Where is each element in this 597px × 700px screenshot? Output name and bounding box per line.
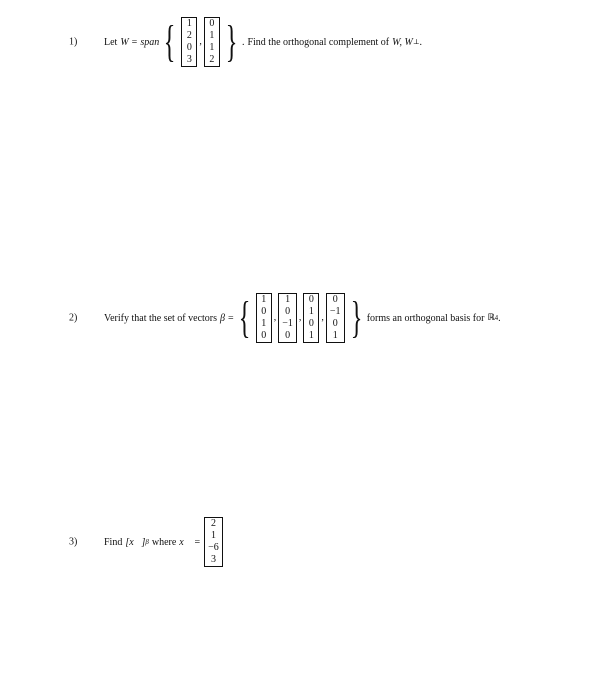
vector-entry: 0 — [261, 330, 267, 341]
vector-1 — [256, 293, 272, 343]
w-perp-symbol: W, W — [392, 36, 413, 48]
problem-2-statement — [104, 293, 501, 343]
equals-sign: = — [228, 312, 234, 324]
comma: , — [321, 312, 324, 323]
right-brace: } — [350, 293, 362, 342]
trail-text: Find the orthogonal complement of — [247, 36, 390, 48]
vector-entry: 1 — [209, 30, 215, 41]
vector-entry: 3 — [210, 554, 216, 565]
vector-2 — [278, 293, 297, 343]
problem-1-statement — [104, 17, 422, 67]
where-text: where — [151, 536, 177, 548]
vector-2 — [204, 17, 220, 67]
vector-entry: 0 — [186, 42, 192, 53]
vector-entry: 1 — [285, 294, 291, 305]
vector-entry: 0 — [261, 306, 267, 317]
vector-4 — [326, 293, 345, 343]
left-brace: { — [163, 17, 176, 66]
span-text: span — [140, 36, 160, 48]
vector-entry: 0 — [332, 294, 338, 305]
vector-entry: 1 — [210, 530, 216, 541]
comma: , — [298, 312, 302, 323]
vector-entry: 2 — [210, 518, 216, 529]
period: . — [419, 36, 422, 48]
equals-sign: = — [194, 536, 201, 548]
dimension-superscript: 4 — [494, 314, 499, 322]
perp-superscript: ⊥ — [412, 38, 420, 46]
vector-entry: 2 — [209, 54, 215, 65]
x-symbol: x⃗ — [179, 536, 192, 548]
vector-entry: 1 — [308, 306, 314, 317]
vector-entry: 1 — [209, 42, 215, 53]
coordinate-vector-symbol: [x⃗] — [125, 536, 146, 548]
reals-symbol: ℝ — [487, 313, 495, 323]
vector-entry: 0 — [285, 330, 291, 341]
vector-entry: 3 — [186, 54, 192, 65]
right-brace: } — [225, 17, 238, 66]
vector-entry: 0 — [308, 318, 314, 329]
vector-entry: 0 — [285, 306, 291, 317]
vector-entry: 1 — [261, 294, 267, 305]
comma: , — [273, 312, 277, 323]
vector-entry: 1 — [332, 330, 338, 341]
vector-1 — [181, 17, 197, 67]
problem-number: 3) — [69, 536, 78, 548]
x-vector — [204, 517, 223, 567]
lead-text: Let — [104, 36, 118, 48]
lead-text: Find — [104, 536, 123, 548]
vector-entry: 0 — [332, 318, 338, 329]
vector-entry: 0 — [209, 18, 215, 29]
vector-entry: 2 — [186, 30, 192, 41]
w-symbol: W — [120, 36, 129, 48]
left-brace: { — [238, 293, 251, 342]
trail-text: forms an orthogonal basis for — [366, 312, 485, 324]
problem-number: 1) — [69, 36, 78, 48]
vector-entry: −1 — [282, 318, 293, 329]
dot: . — [241, 36, 245, 48]
basis-subscript: β — [145, 538, 149, 546]
vector-3 — [303, 293, 319, 343]
beta-symbol: β — [220, 312, 226, 324]
vector-entry: 1 — [261, 318, 267, 329]
vector-entry: 1 — [186, 18, 192, 29]
problem-3-statement — [104, 517, 224, 567]
vector-entry: −6 — [208, 542, 219, 553]
equals-sign: = — [131, 36, 138, 48]
vector-entry: −1 — [329, 306, 341, 317]
comma: , — [199, 36, 202, 47]
vector-entry: 1 — [308, 330, 314, 341]
vector-entry: 0 — [308, 294, 314, 305]
lead-text: Verify that the set of vectors — [104, 312, 218, 324]
problem-number: 2) — [69, 312, 78, 324]
period: . — [498, 312, 501, 324]
